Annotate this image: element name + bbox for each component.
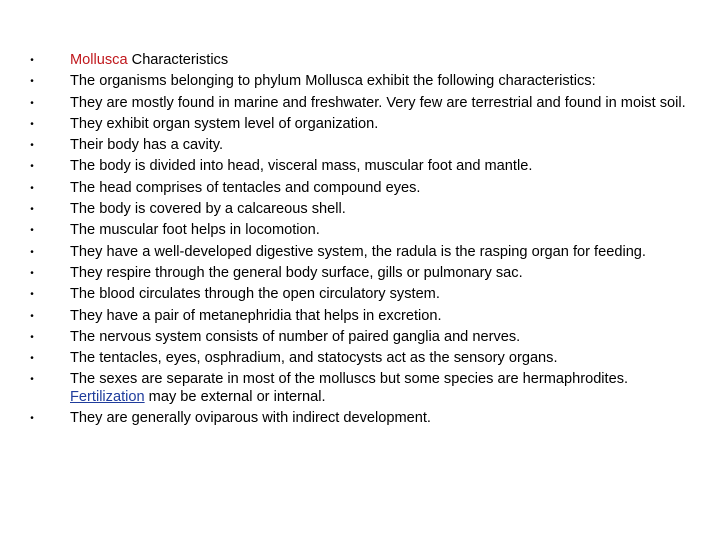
- bullet-icon: •: [30, 289, 34, 301]
- title-characteristics: Characteristics: [127, 52, 229, 68]
- list-item: [26, 222, 686, 239]
- list-item: [26, 329, 686, 346]
- sexes-text-after: may be external or internal.: [144, 388, 326, 405]
- bullet-icon: •: [30, 76, 34, 88]
- list-item-text: The body is covered by a calcareous shell.: [70, 201, 346, 218]
- list-item-text: They are mostly found in marine and freshwater. Very few are terrestrial and found in moist soil.: [70, 94, 686, 111]
- bullet-icon: •: [30, 413, 34, 425]
- list-item-text: The muscular foot helps in locomotion.: [70, 222, 320, 239]
- bullet-icon: •: [30, 267, 34, 279]
- list-item: [26, 180, 686, 197]
- list-item: [26, 265, 686, 282]
- list-item: [26, 137, 686, 154]
- list-item-text: The blood circulates through the open circulatory system.: [70, 286, 440, 303]
- list-item: [26, 201, 686, 218]
- title-mollusca: Mollusca: [70, 52, 128, 68]
- list-item-text: The head comprises of tentacles and compound eyes.: [70, 179, 421, 196]
- list-item: [26, 158, 686, 175]
- list-item-sexes: [26, 371, 686, 406]
- bullet-icon: •: [30, 161, 34, 173]
- list-item: [26, 308, 686, 325]
- bullet-icon: •: [30, 97, 34, 109]
- list-item: [26, 286, 686, 303]
- list-item-text: They have a pair of metanephridia that helps in excretion.: [70, 307, 442, 324]
- list-item-text: Their body has a cavity.: [70, 137, 224, 154]
- bullet-icon: •: [30, 140, 34, 152]
- bullet-icon: •: [30, 310, 34, 322]
- list-item: [26, 116, 686, 133]
- list-item-title: [26, 52, 686, 69]
- bullet-icon: •: [30, 353, 34, 365]
- list-item-text: They exhibit organ system level of organization.: [70, 115, 379, 132]
- list-item-text: The body is divided into head, visceral mass, muscular foot and mantle.: [70, 158, 533, 175]
- bullet-icon: •: [30, 246, 34, 258]
- list-item: [26, 95, 686, 112]
- bullet-icon: •: [30, 182, 34, 194]
- bullet-icon: •: [30, 204, 34, 216]
- bullet-icon: •: [30, 225, 34, 237]
- list-item-text: The tentacles, eyes, osphradium, and statocysts act as the sensory organs.: [70, 350, 558, 367]
- list-item: [26, 350, 686, 367]
- list-item-text: They are generally oviparous with indirect development.: [70, 410, 431, 427]
- list-item: [26, 73, 686, 90]
- list-item-text: They have a well-developed digestive system, the radula is the rasping organ for feeding.: [70, 243, 646, 260]
- bullet-icon: •: [30, 55, 34, 66]
- list-item-last: [26, 410, 686, 427]
- bullet-icon: •: [30, 331, 34, 343]
- list-item-text: They respire through the general body surface, gills or pulmonary sac.: [70, 264, 523, 281]
- characteristics-list: [26, 52, 686, 431]
- list-item-text: The nervous system consists of number of paired ganglia and nerves.: [70, 328, 521, 345]
- fertilization-link[interactable]: Fertilization: [70, 388, 145, 405]
- sexes-text-before: The sexes are separate in most of the molluscs but some species are hermaphrodites.: [70, 371, 629, 388]
- list-item: [26, 244, 686, 261]
- list-item-text: The organisms belonging to phylum Mollusca exhibit the following characteristics:: [70, 73, 596, 90]
- bullet-icon: •: [30, 374, 34, 386]
- bullet-icon: •: [30, 118, 34, 130]
